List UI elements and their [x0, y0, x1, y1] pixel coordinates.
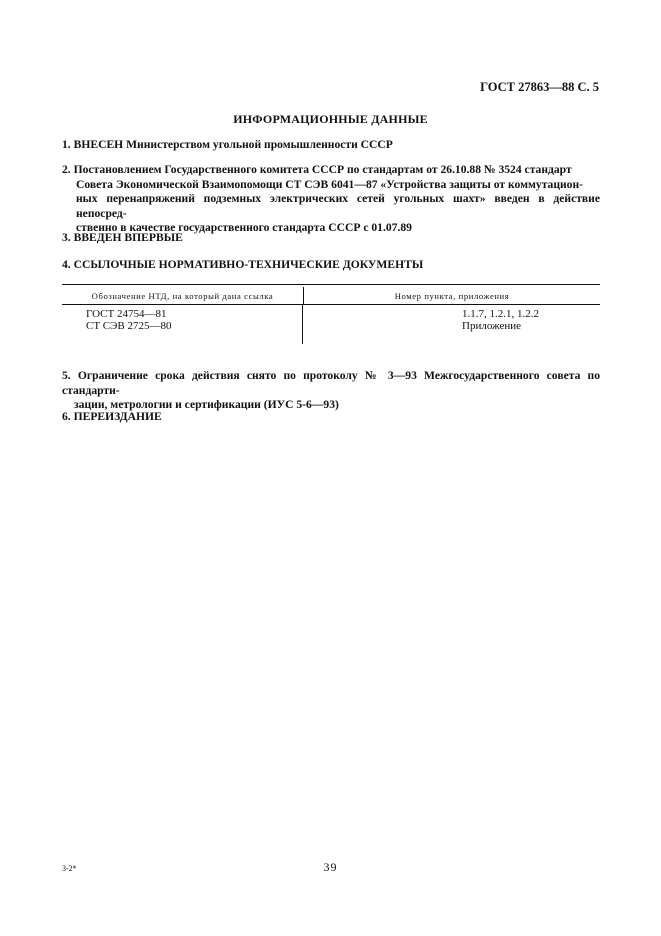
- item-6: [62, 410, 600, 425]
- item-4-text: 4. ССЫЛОЧНЫЕ НОРМАТИВНО-ТЕХНИЧЕСКИЕ ДОКУМЕНТЫ: [62, 258, 424, 271]
- table-cell: СТ СЭВ 2725—80: [86, 320, 172, 332]
- item-4: [62, 258, 600, 273]
- table-cell: 1.1.7, 1.2.1, 1.2.2: [462, 308, 539, 320]
- item-2-line-3: ных перенапряжений подземных электрических сетей угольных шахт» введен в действие непосред-: [76, 192, 600, 220]
- item-5: [62, 369, 600, 413]
- item-1: [62, 138, 600, 153]
- item-5-line-1: 5. Ограничение срока действия снято по протоколу № 3—93 Межгосударственного совета по стандарти-: [62, 369, 600, 397]
- table-header-ntd: Обозначение НТД, на который дана ссылка: [62, 287, 304, 304]
- document-reference: ГОСТ 27863—88 С. 5: [480, 80, 599, 94]
- table-column-clause: [303, 305, 600, 344]
- item-3-text: 3. ВВЕДЕН ВПЕРВЫЕ: [62, 231, 183, 244]
- footer-sheet-mark: 3-2*: [62, 864, 77, 873]
- item-2-line-1: 2. Постановлением Государственного комитета СССР по стандартам от 26.10.88 № 3524 стандарт: [62, 163, 572, 176]
- table-body: [62, 305, 600, 344]
- item-5-line-2: зации, метрологии и сертификации (ИУС 5-6—93): [74, 398, 339, 412]
- table-header-clause: Номер пункта, приложения: [394, 290, 510, 301]
- table-cell: ГОСТ 24754—81: [86, 308, 167, 320]
- item-2: [62, 163, 600, 236]
- item-2-line-2: Совета Экономической Взаимопомощи СТ СЭВ 6041—87 «Устройства защиты от коммутацион-: [76, 177, 584, 191]
- item-3: [62, 231, 600, 246]
- references-table: [62, 284, 600, 344]
- table-header-row: [62, 287, 600, 305]
- page-title: ИНФОРМАЦИОННЫЕ ДАННЫЕ: [233, 112, 428, 126]
- table-top-rule: [62, 284, 600, 285]
- table-column-ntd: [62, 305, 303, 344]
- page-number: 39: [323, 860, 338, 874]
- item-1-text: 1. ВНЕСЕН Министерством угольной промышленности СССР: [62, 138, 393, 151]
- item-2-line-4: ственно в качестве государственного стандарта СССР с 01.07.89: [76, 221, 412, 235]
- item-6-text: 6. ПЕРЕИЗДАНИЕ: [62, 410, 162, 423]
- table-cell: Приложение: [462, 320, 522, 332]
